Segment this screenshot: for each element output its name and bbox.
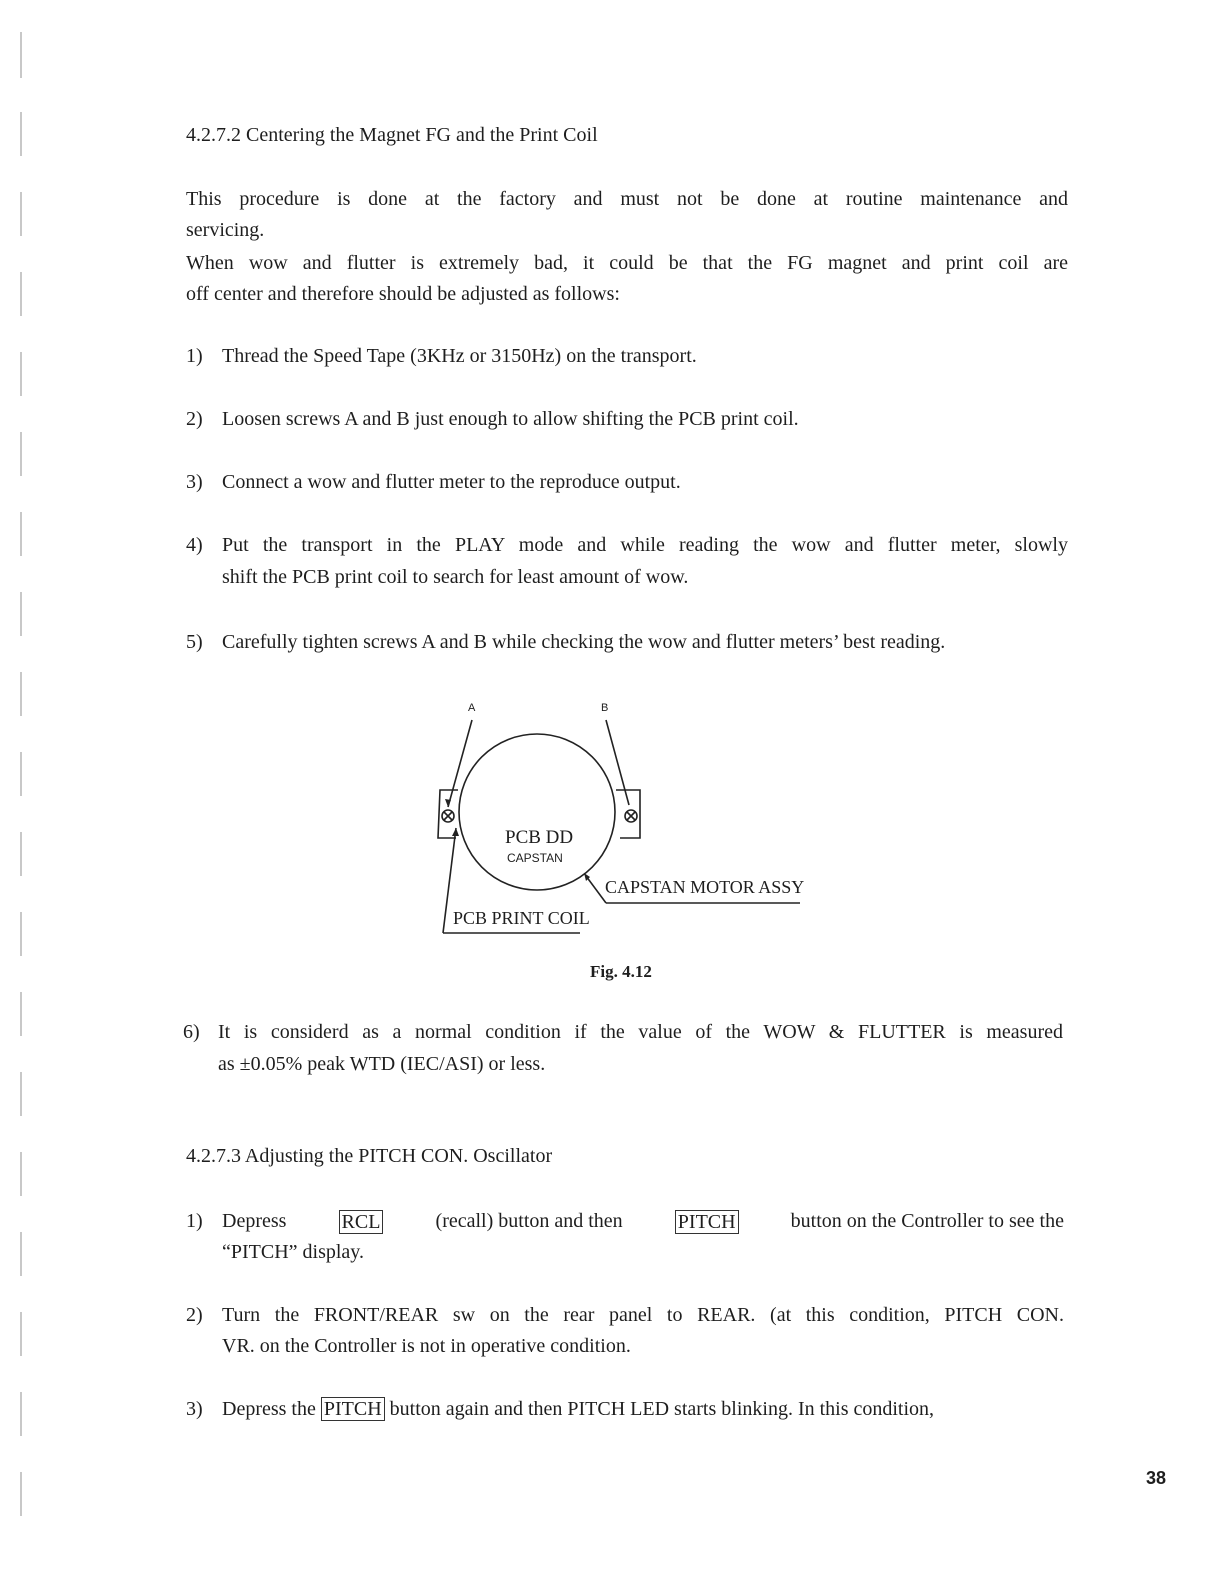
step-text: as ±0.05% peak WTD (IEC/ASI) or less. bbox=[218, 1053, 546, 1075]
pitch-button-ref: PITCH bbox=[321, 1397, 385, 1421]
step-text-part: (recall) button and then bbox=[435, 1210, 623, 1232]
section-heading: 4.2.7.3 Adjusting the PITCH CON. Oscillator bbox=[186, 1145, 553, 1167]
step-text bbox=[222, 1394, 934, 1425]
intro-line: off center and therefore should be adjusted as follows: bbox=[186, 283, 620, 305]
screw-b-cross bbox=[627, 812, 635, 820]
step-text: Connect a wow and flutter meter to the reproduce output. bbox=[222, 471, 681, 493]
step-text-part: button again and then PITCH LED starts blinking. In this condition, bbox=[389, 1398, 935, 1420]
section-heading: 4.2.7.2 Centering the Magnet FG and the Print Coil bbox=[186, 124, 598, 146]
figure-caption: Fig. 4.12 bbox=[590, 962, 652, 981]
intro-line: This procedure is done at the factory and must not be done at routine maintenance and bbox=[186, 188, 1068, 210]
step-text: VR. on the Controller is not in operative condition. bbox=[222, 1335, 631, 1357]
intro-line: servicing. bbox=[186, 219, 265, 241]
step-number: 3) bbox=[186, 471, 203, 493]
screw-a-label: A bbox=[468, 702, 476, 714]
arrowhead-coil bbox=[452, 828, 459, 836]
step-number: 5) bbox=[186, 631, 203, 653]
step-number: 2) bbox=[186, 408, 203, 430]
rcl-button-ref: RCL bbox=[339, 1210, 384, 1234]
arrowhead-a bbox=[445, 799, 451, 807]
capstan-motor-label: CAPSTAN MOTOR ASSY bbox=[605, 877, 805, 897]
step-number: 2) bbox=[186, 1304, 203, 1326]
step-text: Put the transport in the PLAY mode and while reading the wow and flutter meter, slowly bbox=[222, 534, 1068, 556]
step-number: 3) bbox=[186, 1398, 203, 1420]
step-text: Turn the FRONT/REAR sw on the rear panel to REAR. (at this condition, PITCH CON. bbox=[222, 1304, 1064, 1326]
step-text: Carefully tighten screws A and B while checking the wow and flutter meters’ best reading. bbox=[222, 631, 946, 653]
step-text: shift the PCB print coil to search for least amount of wow. bbox=[222, 566, 689, 588]
screw-b-label: B bbox=[601, 702, 609, 714]
step-number: 1) bbox=[186, 1210, 203, 1232]
step-text: Thread the Speed Tape (3KHz or 3150Hz) on the transport. bbox=[222, 345, 697, 367]
leader-a bbox=[448, 720, 472, 807]
step-text-part: button on the Controller to see the bbox=[790, 1210, 1064, 1232]
capstan-motor-circle bbox=[459, 734, 615, 890]
pcb-dd-label: PCB DD bbox=[505, 827, 574, 848]
print-coil-label: PCB PRINT COIL bbox=[453, 908, 590, 928]
intro-line: When wow and flutter is extremely bad, it could be that the FG magnet and print coil are bbox=[186, 252, 1068, 274]
step-number: 1) bbox=[186, 345, 203, 367]
step-text-part: Depress bbox=[222, 1210, 287, 1232]
step-text bbox=[222, 1206, 1064, 1237]
step-text: It is considerd as a normal condition if the value of the WOW & FLUTTER is measured bbox=[218, 1021, 1063, 1043]
leader-motor bbox=[586, 876, 606, 903]
step-text-part: Depress the bbox=[222, 1398, 316, 1420]
step-number: 4) bbox=[186, 534, 203, 556]
screw-a-cross bbox=[444, 812, 452, 820]
page-number: 38 bbox=[1145, 1468, 1166, 1488]
leader-b bbox=[606, 720, 629, 805]
pitch-button-ref: PITCH bbox=[675, 1210, 739, 1234]
step-text: “PITCH” display. bbox=[222, 1241, 365, 1263]
step-text: Loosen screws A and B just enough to allow shifting the PCB print coil. bbox=[222, 408, 799, 430]
step-number: 6) bbox=[183, 1021, 200, 1043]
capstan-label: CAPSTAN bbox=[507, 851, 563, 865]
